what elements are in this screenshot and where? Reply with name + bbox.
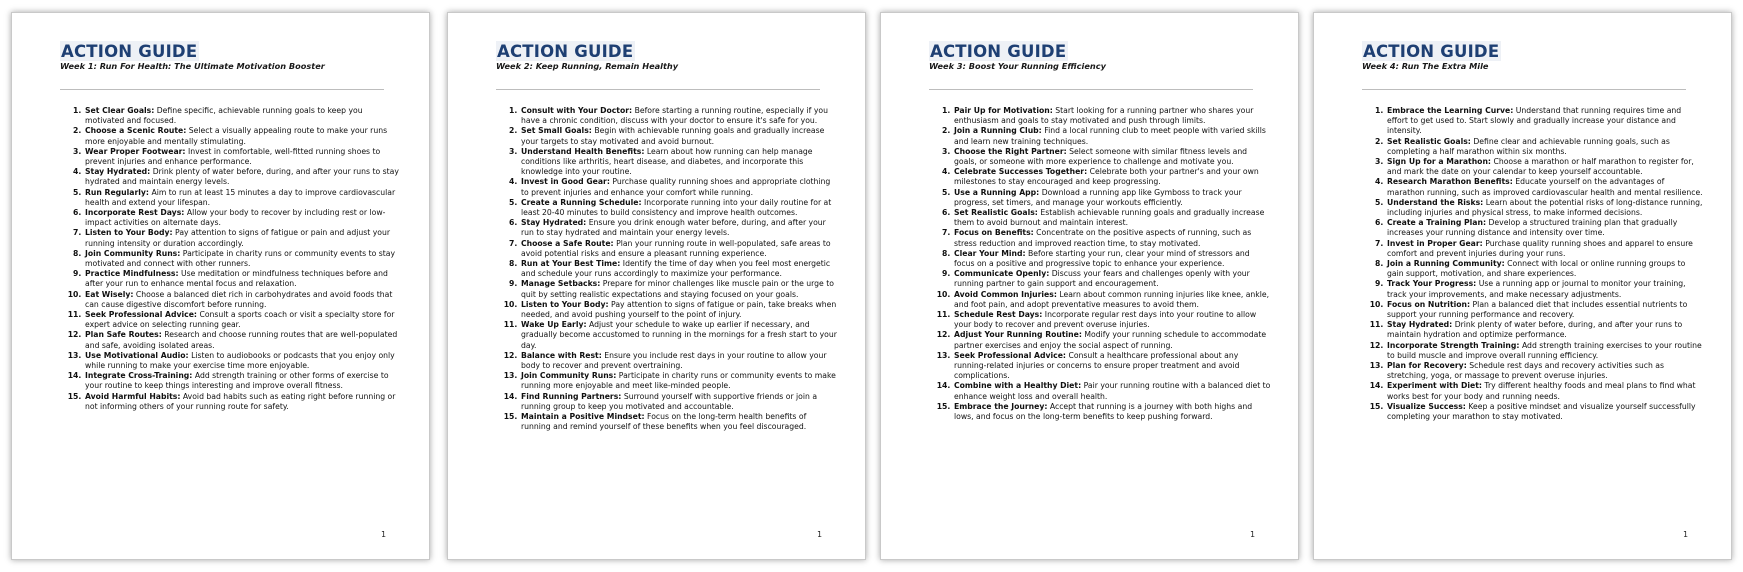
action-item-label: Research Marathon Benefits: xyxy=(1387,177,1513,187)
action-item xyxy=(84,147,402,167)
action-item-label: Combine with a Healthy Diet: xyxy=(954,381,1082,391)
action-item-text: Try different healthy foods and meal plans to find what works best for your body and running needs. xyxy=(1387,381,1696,401)
action-item-label: Plan Safe Routes: xyxy=(85,330,162,340)
action-item xyxy=(520,147,838,178)
action-item xyxy=(520,320,838,351)
page-number: 1 xyxy=(1250,530,1256,539)
action-item-label: Set Realistic Goals: xyxy=(954,208,1038,218)
action-item xyxy=(1386,218,1704,238)
action-item-label: Choose a Scenic Route: xyxy=(85,126,187,136)
document-page-week-3 xyxy=(880,12,1299,560)
page-subtitle: Week 2: Keep Running, Remain Healthy xyxy=(496,61,679,71)
action-item-label: Plan for Recovery: xyxy=(1387,361,1467,371)
action-item-text: Ensure you include rest days in your routine to allow your body to recover and prevent overtraining. xyxy=(521,350,827,371)
action-item-text: Plan a balanced diet that includes essential nutrients to support your running performance and recovery. xyxy=(1387,299,1688,320)
page-subtitle: Week 3: Boost Your Running Efficiency xyxy=(929,61,1106,71)
action-item-label: Balance with Rest: xyxy=(521,350,602,360)
action-item-text: Establish achievable running goals and gradually increase them to avoid burnout and maintain interest. xyxy=(954,208,1265,228)
action-item xyxy=(84,351,402,371)
document-page-week-1 xyxy=(11,12,430,560)
page-title: ACTION GUIDE xyxy=(1363,42,1500,61)
action-item-text: Define specific, achievable running goals to keep you motivated and focused. xyxy=(85,106,363,126)
action-item xyxy=(953,167,1271,187)
action-item-text: Accept that running is a journey with both highs and lows, and focus on the long-term benefits to keep pushing forward. xyxy=(954,401,1253,422)
action-item xyxy=(1386,259,1704,279)
action-item-text: Learn about common running injuries like knee, ankle, and foot pain, and adopt preventative measures to avoid them. xyxy=(954,289,1270,309)
action-item-text: Pair your running routine with a balanced diet to enhance weight loss and overall health. xyxy=(954,381,1271,401)
action-item-text: Select someone with similar fitness levels and goals, or someone with more experience to challenge and motivate you. xyxy=(954,146,1248,167)
action-item-text: Participate in charity runs or community events to make running more enjoyable and meet like-minded people. xyxy=(521,371,836,391)
action-item xyxy=(953,249,1271,269)
action-item xyxy=(84,106,402,126)
action-item-text: Invest in comfortable, well-fitted running shoes to prevent injuries and enhance performance. xyxy=(85,146,381,167)
action-item-text: Define clear and achievable running goals, such as completing a half marathon within six months. xyxy=(1387,136,1670,156)
action-item-text: Incorporate running into your daily routine for at least 20-40 minutes to build consistency and improve health outcomes. xyxy=(521,197,832,218)
action-item-label: Choose a Safe Route: xyxy=(521,238,614,248)
action-item-label: Join a Running Community: xyxy=(1387,259,1505,269)
action-item xyxy=(953,188,1271,208)
action-item-text: Understand that running requires time and effort to get used to. Start slowly and gradually increase your distance and intensity. xyxy=(1387,106,1682,136)
action-item-text: Listen to audiobooks or podcasts that you enjoy only while running to make your exercise time more enjoyable. xyxy=(85,350,395,371)
action-item-text: Develop a structured training plan that gradually increases your running distance and intensity over time. xyxy=(1387,218,1678,238)
action-item xyxy=(84,290,402,310)
action-item-text: Discuss your fears and challenges openly with your running partner to gain support and encouragement. xyxy=(954,269,1250,289)
action-item-text: Add strength training or other forms of exercise to your routine to keep things interesting and improve overall fitness. xyxy=(85,371,389,391)
action-item xyxy=(520,218,838,238)
action-item-text: Allow your body to recover by including rest or low-impact activities on alternate days. xyxy=(85,208,386,228)
action-item xyxy=(953,381,1271,401)
divider xyxy=(60,89,384,90)
action-item xyxy=(953,330,1271,350)
action-item-label: Find Running Partners: xyxy=(521,391,622,401)
action-item-label: Stay Hydrated: xyxy=(1387,320,1453,330)
action-item-text: Learn about how running can help manage conditions like arthritis, heart disease, and diabetes, and incorporate this knowledge into your routine. xyxy=(521,146,813,177)
action-item xyxy=(520,279,838,299)
action-item-label: Focus on Nutrition: xyxy=(1387,299,1471,309)
action-item-text: Ensure you drink enough water before, during, and after your run to stay hydrated and maintain your energy levels. xyxy=(521,218,826,238)
action-item-label: Practice Mindfulness: xyxy=(85,269,179,279)
action-item-text: Select a visually appealing route to make your runs more enjoyable and mentally stimulating. xyxy=(85,126,388,146)
action-item-label: Seek Professional Advice: xyxy=(954,350,1067,360)
page-subtitle: Week 4: Run The Extra Mile xyxy=(1362,61,1489,71)
action-item xyxy=(84,310,402,330)
action-item xyxy=(520,106,838,126)
action-item xyxy=(1386,157,1704,177)
action-item-text: Choose a balanced diet rich in carbohydrates and avoid foods that can cause digestive discomfort before running. xyxy=(85,289,393,309)
action-item-text: Modify your running schedule to accommodate partner exercises and enjoy the social aspect of running. xyxy=(954,330,1267,350)
action-item-label: Track Your Progress: xyxy=(1387,279,1477,289)
document-page-week-2 xyxy=(447,12,866,560)
action-item xyxy=(84,330,402,350)
divider xyxy=(1362,89,1686,90)
action-item xyxy=(84,249,402,269)
action-item-text: Plan your running route in well-populated, safe areas to avoid potential risks and ensure a pleasant running experience. xyxy=(521,238,831,258)
page-number: 1 xyxy=(817,530,823,539)
action-item-label: Stay Hydrated: xyxy=(521,218,587,228)
action-item-text: Adjust your schedule to wake up earlier if necessary, and gradually become accustomed to running in the mornings for a fresh start to your day. xyxy=(521,320,837,350)
action-item xyxy=(953,228,1271,248)
action-item-text: Use meditation or mindfulness techniques before and after your run to enhance mental focus and relaxation. xyxy=(85,269,388,289)
action-item-text: Celebrate both your partner's and your own milestones to stay encouraged and keep progressing. xyxy=(954,167,1259,187)
action-item-text: Use a running app or journal to monitor your training, track your improvements, and make necessary adjustments. xyxy=(1387,279,1686,299)
action-item-label: Wear Proper Footwear: xyxy=(85,146,186,156)
action-item-text: Consult a sports coach or visit a specialty store for expert advice on selecting running gear. xyxy=(85,310,395,330)
action-item xyxy=(1386,300,1704,320)
action-item-text: Purchase quality running shoes and apparel to ensure comfort and prevent injuries during your runs. xyxy=(1387,238,1693,258)
action-item-text: Prepare for minor challenges like muscle pain or the urge to quit by setting realistic expectations and staying focused on your goals. xyxy=(521,279,834,299)
action-item xyxy=(520,371,838,391)
action-item-text: Before starting a running routine, especially if you have a chronic condition, discuss with your doctor to ensure it's safe for you. xyxy=(521,106,828,126)
action-item-text: Download a running app like Gymboss to track your progress, set timers, and manage your workouts efficiently. xyxy=(954,187,1242,207)
action-item-label: Embrace the Journey: xyxy=(954,401,1048,411)
action-item-label: Celebrate Successes Together: xyxy=(954,167,1088,177)
action-item-text: Keep a positive mindset and visualize yourself successfully completing your marathon to stay motivated. xyxy=(1387,401,1696,422)
action-item-text: Schedule rest days and recovery activities such as stretching, yoga, or massage to prevent overuse injuries. xyxy=(1387,361,1665,381)
action-item-label: Create a Running Schedule: xyxy=(521,197,642,207)
page-title: ACTION GUIDE xyxy=(930,42,1067,61)
page-subtitle: Week 1: Run For Health: The Ultimate Motivation Booster xyxy=(60,61,325,71)
action-item-label: Communicate Openly: xyxy=(954,269,1050,279)
action-item xyxy=(520,239,838,259)
action-item-text: Educate yourself on the advantages of marathon running, such as improved cardiovascular health and mental resilience. xyxy=(1387,177,1703,197)
action-list xyxy=(1365,106,1704,422)
action-item-text: Start looking for a running partner who shares your enthusiasm and goals to stay motivated and push through limits. xyxy=(954,106,1254,126)
action-item-text: Purchase quality running shoes and appropriate clothing to prevent injuries and enhance your comfort while running. xyxy=(521,177,831,197)
action-item-label: Maintain a Positive Mindset: xyxy=(521,412,645,422)
action-item xyxy=(953,208,1271,228)
action-item xyxy=(520,412,838,432)
action-item-text: Incorporate regular rest days into your routine to allow your body to recover and prevent overuse injuries. xyxy=(954,310,1257,330)
action-item xyxy=(84,371,402,391)
action-item xyxy=(1386,137,1704,157)
action-item xyxy=(520,392,838,412)
action-item xyxy=(520,126,838,146)
action-item-label: Wake Up Early: xyxy=(521,320,587,330)
action-item xyxy=(520,198,838,218)
action-item xyxy=(520,300,838,320)
action-item-label: Set Realistic Goals: xyxy=(1387,136,1471,146)
action-item xyxy=(84,228,402,248)
action-item-text: Choose a marathon or half marathon to register for, and mark the date on your calendar to keep yourself accountable. xyxy=(1387,157,1694,177)
divider xyxy=(929,89,1253,90)
action-item-label: Run at Your Best Time: xyxy=(521,259,621,269)
action-item xyxy=(1386,402,1704,422)
action-item-label: Join Community Runs: xyxy=(85,248,181,258)
action-item-label: Use Motivational Audio: xyxy=(85,350,189,360)
action-item-label: Use a Running App: xyxy=(954,187,1040,197)
action-item xyxy=(1386,381,1704,401)
action-item-label: Understand the Risks: xyxy=(1387,197,1484,207)
page-number: 1 xyxy=(1683,530,1689,539)
action-item xyxy=(1386,279,1704,299)
action-item xyxy=(1386,320,1704,340)
action-item-text: Begin with achievable running goals and gradually increase your targets to stay motivated and avoid burnout. xyxy=(521,126,825,146)
action-item-text: Concentrate on the positive aspects of running, such as stress reduction and improved reaction time, to stay motivated. xyxy=(954,228,1252,248)
action-item-label: Experiment with Diet: xyxy=(1387,381,1482,391)
action-item xyxy=(84,269,402,289)
action-item-label: Join a Running Club: xyxy=(954,126,1042,136)
action-item-text: Find a local running club to meet people with varied skills and learn new training techniques. xyxy=(954,126,1266,146)
action-item-label: Invest in Good Gear: xyxy=(521,177,610,187)
action-item-text: Surround yourself with supportive friends or join a running group to keep you motivated and accountable. xyxy=(521,391,818,411)
action-item-label: Set Small Goals: xyxy=(521,126,592,136)
action-item-label: Schedule Rest Days: xyxy=(954,310,1043,320)
action-item xyxy=(520,177,838,197)
action-item-label: Clear Your Mind: xyxy=(954,248,1026,258)
action-item xyxy=(1386,341,1704,361)
page-title: ACTION GUIDE xyxy=(61,42,198,61)
action-item xyxy=(953,402,1271,422)
action-item xyxy=(520,259,838,279)
action-item-label: Adjust Your Running Routine: xyxy=(954,330,1082,340)
action-item-text: Avoid bad habits such as eating right before running or not informing others of your running route for safety. xyxy=(85,391,396,411)
action-item xyxy=(953,290,1271,310)
action-list xyxy=(63,106,402,412)
action-list xyxy=(499,106,838,433)
action-item-text: Consult a healthcare professional about any running-related injuries or concerns to ensure proper treatment and avoid complications. xyxy=(954,350,1240,381)
document-page-week-4 xyxy=(1313,12,1732,560)
action-item xyxy=(953,106,1271,126)
action-item-label: Focus on Benefits: xyxy=(954,228,1034,238)
action-item xyxy=(84,392,402,412)
action-item-label: Run Regularly: xyxy=(85,187,149,197)
action-item-label: Avoid Common Injuries: xyxy=(954,289,1057,299)
action-item-text: Pay attention to signs of fatigue or pain, take breaks when needed, and avoid pushing yourself to the point of injury. xyxy=(521,299,837,320)
action-item-label: Seek Professional Advice: xyxy=(85,310,198,320)
action-item xyxy=(953,351,1271,382)
action-item xyxy=(953,126,1271,146)
action-item xyxy=(1386,177,1704,197)
action-item-label: Pair Up for Motivation: xyxy=(954,106,1053,115)
action-item xyxy=(953,269,1271,289)
action-item xyxy=(953,310,1271,330)
action-item xyxy=(1386,239,1704,259)
action-item-label: Listen to Your Body: xyxy=(85,228,173,238)
action-item xyxy=(953,147,1271,167)
action-item xyxy=(520,351,838,371)
action-item-label: Incorporate Rest Days: xyxy=(85,208,185,218)
action-item xyxy=(84,167,402,187)
action-item-text: Research and choose running routes that are well-populated and safe, avoiding isolated areas. xyxy=(85,330,398,350)
action-item-text: Identify the time of day when you feel most energetic and schedule your runs accordingly to maximize your performance. xyxy=(521,259,831,279)
divider xyxy=(496,89,820,90)
action-item-label: Understand Health Benefits: xyxy=(521,146,645,156)
action-item-text: Pay attention to signs of fatigue or pain and adjust your running intensity or duration accordingly. xyxy=(85,228,391,248)
action-item-label: Consult with Your Doctor: xyxy=(521,106,633,115)
action-item-text: Focus on the long-term health benefits of running and remind yourself of these benefits when you feel discouraged. xyxy=(521,412,807,432)
action-item xyxy=(1386,198,1704,218)
action-item-text: Add strength training exercises to your routine to build muscle and improve overall running efficiency. xyxy=(1387,340,1702,360)
action-item-label: Embrace the Learning Curve: xyxy=(1387,106,1514,115)
action-item-label: Stay Hydrated: xyxy=(85,167,151,177)
action-item-label: Incorporate Strength Training: xyxy=(1387,340,1520,350)
action-item-label: Visualize Success: xyxy=(1387,401,1466,411)
action-item-label: Manage Setbacks: xyxy=(521,279,601,289)
action-item-label: Eat Wisely: xyxy=(85,289,134,299)
action-item-text: Connect with local or online running groups to gain support, motivation, and share experiences. xyxy=(1387,259,1686,279)
action-item-label: Join Community Runs: xyxy=(521,371,617,381)
page-title: ACTION GUIDE xyxy=(497,42,634,61)
action-item xyxy=(1386,361,1704,381)
action-item-label: Invest in Proper Gear: xyxy=(1387,238,1483,248)
action-item-label: Integrate Cross-Training: xyxy=(85,371,193,381)
action-item xyxy=(84,188,402,208)
action-item xyxy=(84,126,402,146)
page-number: 1 xyxy=(381,530,387,539)
action-item-text: Aim to run at least 15 minutes a day to improve cardiovascular health and extend your lifespan. xyxy=(85,187,396,207)
action-item-text: Before starting your run, clear your mind of stressors and focus on a positive and progressive topic to enhance your experience. xyxy=(954,248,1250,269)
action-item-label: Choose the Right Partner: xyxy=(954,146,1067,156)
action-item-text: Participate in charity runs or community events to stay motivated and connect with other runners. xyxy=(85,248,396,269)
action-item-text: Drink plenty of water before, during, and after your runs to stay hydrated and maintain energy levels. xyxy=(85,167,399,187)
action-item-label: Create a Training Plan: xyxy=(1387,218,1487,228)
action-item xyxy=(84,208,402,228)
action-item-text: Learn about the potential risks of long-distance running, including injuries and physical stress, to make informed decisions. xyxy=(1387,197,1703,218)
action-item-label: Set Clear Goals: xyxy=(85,106,155,115)
action-item xyxy=(1386,106,1704,137)
action-item-text: Drink plenty of water before, during, and after your runs to maintain hydration and optimize performance. xyxy=(1387,320,1683,340)
action-item-label: Avoid Harmful Habits: xyxy=(85,391,181,401)
action-item-label: Listen to Your Body: xyxy=(521,299,609,309)
action-list xyxy=(932,106,1271,422)
action-item-label: Sign Up for a Marathon: xyxy=(1387,157,1491,167)
